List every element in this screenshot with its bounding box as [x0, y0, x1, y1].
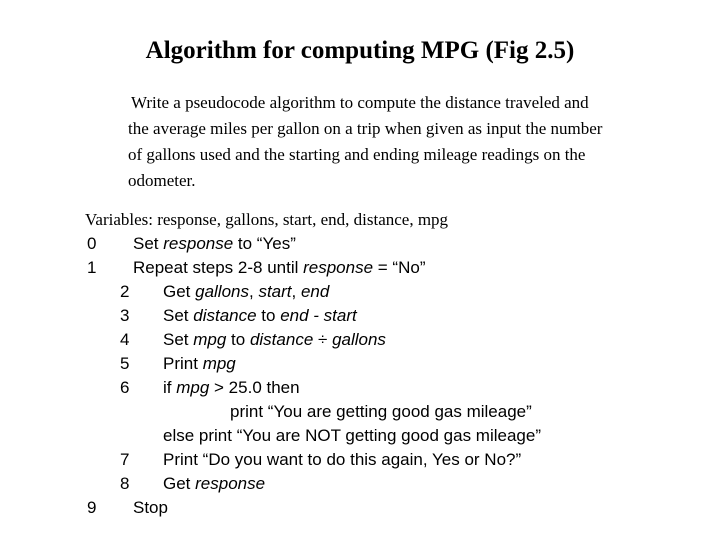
step-text: Print mpg [163, 354, 236, 373]
step-text: Get response [163, 474, 266, 493]
step-number: 0 [87, 234, 97, 253]
step-text: Set mpg to distance ÷ gallons [163, 330, 386, 349]
step-number: 9 [87, 498, 97, 517]
step-number: 3 [120, 306, 130, 325]
step-text: Repeat steps 2-8 until response = “No” [133, 258, 426, 277]
step-text: print “You are getting good gas mileage” [230, 402, 532, 421]
step-text: if mpg > 25.0 then [163, 378, 300, 397]
variables-list: Variables: response, gallons, start, end, distance, mpg [85, 210, 449, 229]
problem-statement [128, 90, 708, 194]
problem-statement-line: of gallons used and the starting and ending mileage readings on the [128, 145, 586, 164]
page-title: Algorithm for computing MPG (Fig 2.5) [145, 37, 575, 64]
step-number: 4 [120, 330, 130, 349]
step-text: Get gallons, start, end [163, 282, 330, 301]
step-number: 1 [87, 258, 97, 277]
step-text: else print “You are NOT getting good gas mileage” [163, 426, 542, 445]
step-number: 2 [120, 282, 130, 301]
step-number: 8 [120, 474, 130, 493]
problem-statement-line: Write a pseudocode algorithm to compute the distance traveled and [131, 93, 589, 112]
problem-statement-line: odometer. [128, 171, 196, 190]
step-number: 7 [120, 450, 130, 469]
problem-statement-line: the average miles per gallon on a trip when given as input the number [128, 119, 603, 138]
step-number: 5 [120, 354, 130, 373]
step-text: Stop [133, 498, 168, 517]
step-text: Set distance to end - start [163, 306, 357, 325]
step-text: Print “Do you want to do this again, Yes or No?” [163, 450, 522, 469]
step-text: Set response to “Yes” [133, 234, 296, 253]
step-number: 6 [120, 378, 130, 397]
